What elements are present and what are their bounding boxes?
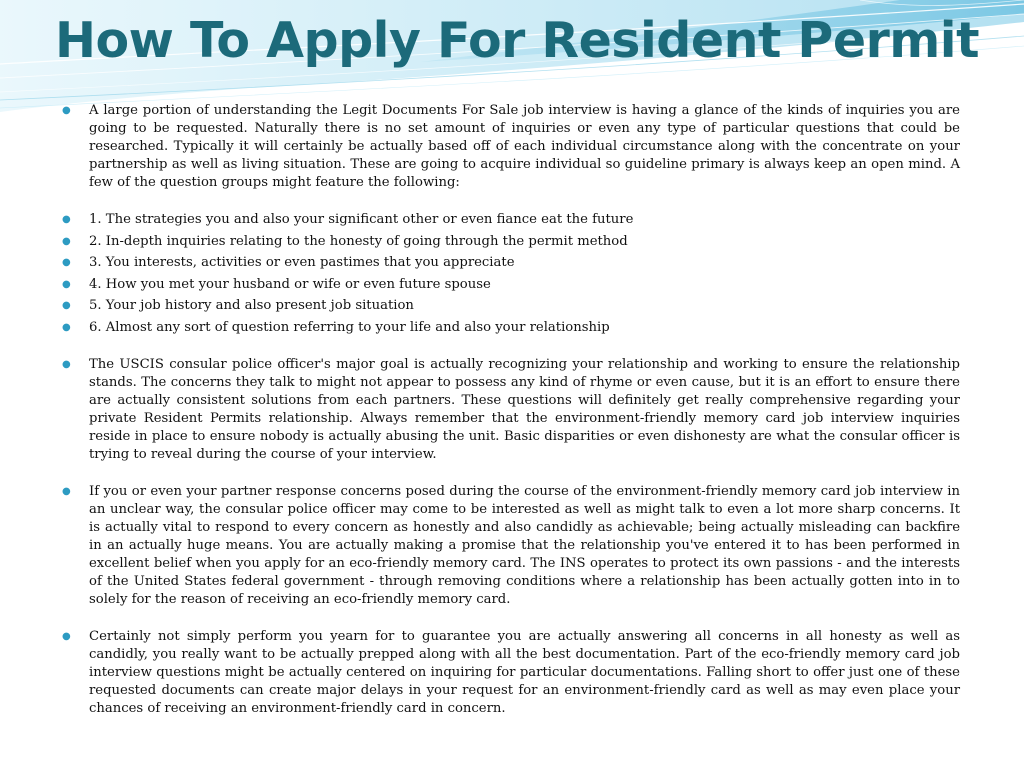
list-item [62, 276, 960, 294]
bullet-dot-icon: ● [62, 358, 71, 370]
list-item-text: The USCIS consular police officer's major goal is actually recognizing your relationship and working to ensure the relationship stands. The concerns they talk to might not appear to possess any kind of rhyme or even cause, but it is an effort to ensure there are actually consistent solutions from each partners. These questions will definitely get really comprehensive regarding your private Resident Permits relationship. Always remember that the environment-friendly memory card job interview inquiries reside in place to ensure nobody is actually abusing the unit. Basic disparities or even dishonesty are what the consular officer is trying to reveal during the course of your interview. [89, 356, 960, 462]
list-item [62, 319, 960, 337]
slide-title: How To Apply For Resident Permit [54, 12, 980, 69]
bullet-dot-icon: ● [62, 630, 71, 642]
list-item-text: 4. How you met your husband or wife or even future spouse [89, 276, 491, 292]
list-item-text: 2. In-depth inquiries relating to the honesty of going through the permit method [89, 233, 628, 249]
list-item-text: If you or even your partner response concerns posed during the course of the environment-friendly memory card job interview in an unclear way, the consular police officer may come to be interested as well as might talk to even a lot more sharp concerns. It is actually vital to respond to every concern as honestly and also candidly as achievable; being actually misleading can backfire in an actually huge means. You are actually making a promise that the relationship you've entered it to has been performed in excellent belief when you apply for an eco-friendly memory card. The INS operates to protect its own passions - and the interests of the United States federal government - through removing conditions where a relationship has been actually gotten into in to solely for the reason of receiving an eco-friendly memory card. [89, 483, 960, 607]
bullet-list [62, 102, 960, 718]
bullet-dot-icon: ● [62, 105, 71, 116]
list-item-text: 1. The strategies you and also your significant other or even fiance eat the future [89, 212, 634, 227]
list-item-text: A large portion of understanding the Legit Documents For Sale job interview is having a glance of the kinds of inquiries you are going to be requested. Naturally there is no set amount of inquiries or even any type of particular questions that could be researched. Typically it will certainly be actually based off of each individual circumstance along with the concentrate on your partnership as well as living situation. These are going to acquire individual so guideline primary is always keep an open mind. A few of the question groups might feature the following: [89, 103, 960, 190]
bullet-dot-icon: ● [62, 485, 71, 497]
list-item [62, 356, 960, 464]
list-item [62, 297, 960, 315]
bullet-dot-icon: ● [62, 214, 71, 225]
list-item-text: Certainly not simply perform you yearn for to guarantee you are actually answering all concerns in all honesty as well as candidly, you really want to be actually prepped along with all the best documentation. Part of the eco-friendly memory card job interview questions might be actually centered on inquiring for particular documentations. Falling short to offer just one of these requested documents can create major delays in your request for an environment-friendly card as well as may even place your chances of receiving an environment-friendly card in concern. [89, 628, 960, 716]
list-item [62, 254, 960, 272]
bullet-dot-icon: ● [62, 257, 71, 268]
list-item [62, 102, 960, 192]
list-item [62, 628, 960, 718]
bullet-dot-icon: ● [62, 300, 71, 311]
list-item [62, 233, 960, 251]
bullet-dot-icon: ● [62, 321, 71, 333]
list-item-text: 3. You interests, activities or even pastimes that you appreciate [89, 255, 515, 270]
bullet-dot-icon: ● [62, 278, 71, 290]
list-item [62, 483, 960, 609]
list-item-text: 6. Almost any sort of question referring to your life and also your relationship [89, 319, 610, 335]
bullet-dot-icon: ● [62, 235, 71, 247]
list-item-text: 5. Your job history and also present job situation [89, 298, 414, 313]
list-item [62, 211, 960, 229]
